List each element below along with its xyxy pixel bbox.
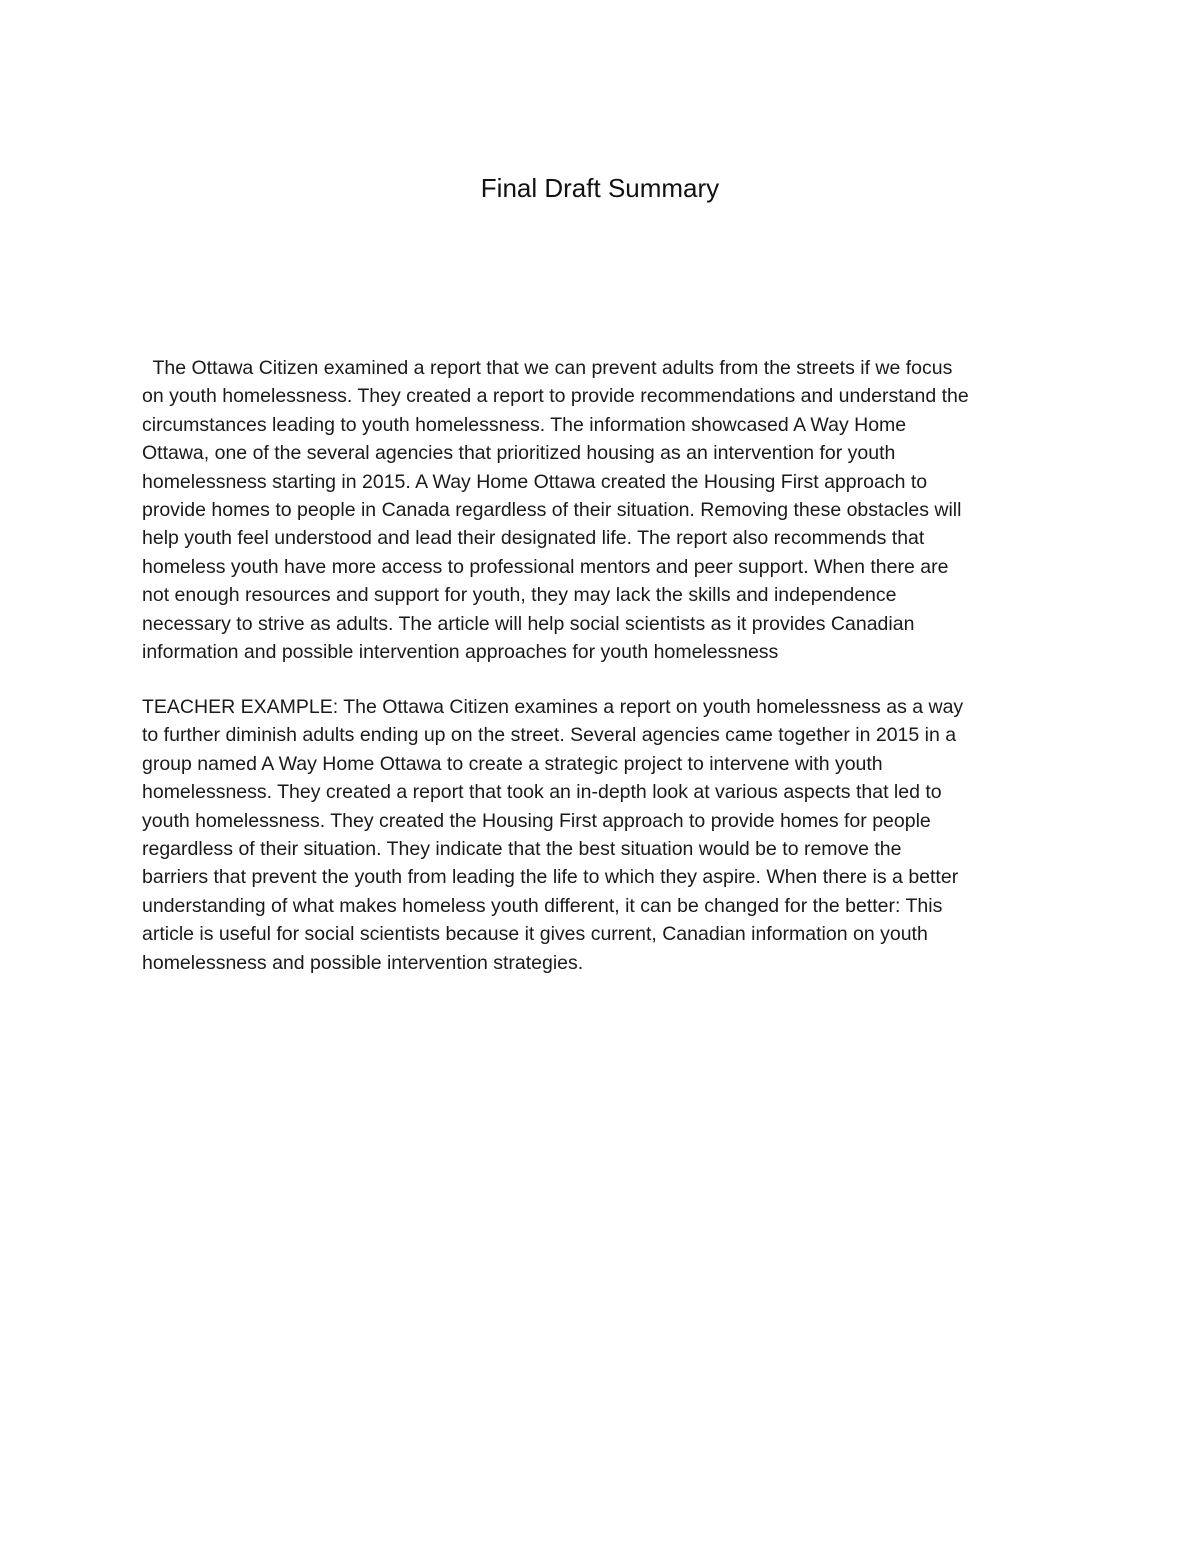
paragraph-line: to further diminish adults ending up on the street. Several agencies came together in 2015 in a xyxy=(142,724,957,747)
paragraph-line: barriers that prevent the youth from leading the life to which they aspire. When there is a better xyxy=(142,866,959,889)
paragraph-line: group named A Way Home Ottawa to create a strategic project to intervene with youth xyxy=(142,752,883,775)
summary-paragraph xyxy=(142,354,1072,666)
paragraph-line: article is useful for social scientists because it gives current, Canadian information on youth xyxy=(142,923,928,946)
document-title: Final Draft Summary xyxy=(480,173,720,203)
teacher-example-paragraph xyxy=(142,693,1072,977)
paragraph-line: homeless youth have more access to professional mentors and peer support. When there are xyxy=(142,555,949,578)
paragraph-line: circumstances leading to youth homelessness. The information showcased A Way Home xyxy=(142,413,907,436)
paragraph-line: homelessness. They created a report that took an in-depth look at various aspects that led to xyxy=(142,781,942,804)
paragraph-line: Ottawa, one of the several agencies that prioritized housing as an intervention for youth xyxy=(142,442,896,465)
paragraph-line: provide homes to people in Canada regardless of their situation. Removing these obstacles will xyxy=(142,499,962,522)
paragraph-line: not enough resources and support for youth, they may lack the skills and independence xyxy=(142,584,897,607)
paragraph-line: homelessness starting in 2015. A Way Home Ottawa created the Housing First approach to xyxy=(142,470,928,493)
paragraph-line: TEACHER EXAMPLE: The Ottawa Citizen examines a report on youth homelessness as a way xyxy=(142,696,964,718)
paragraph-line: help youth feel understood and lead their designated life. The report also recommends that xyxy=(142,527,925,550)
paragraph-line: necessary to strive as adults. The article will help social scientists as it provides Canadian xyxy=(142,612,915,635)
paragraph-line: homelessness and possible intervention strategies. xyxy=(142,951,584,974)
paragraph-line: regardless of their situation. They indicate that the best situation would be to remove the xyxy=(142,838,902,861)
paragraph-line: youth homelessness. They created the Housing First approach to provide homes for people xyxy=(142,809,931,832)
paragraph-line: understanding of what makes homeless youth different, it can be changed for the better: This xyxy=(142,894,943,917)
paragraph-line: on youth homelessness. They created a report to provide recommendations and understand the xyxy=(142,385,969,408)
paragraph-line: The Ottawa Citizen examined a report that we can prevent adults from the streets if we focus xyxy=(142,357,953,379)
paragraph-line: information and possible intervention approaches for youth homelessness xyxy=(142,641,779,664)
